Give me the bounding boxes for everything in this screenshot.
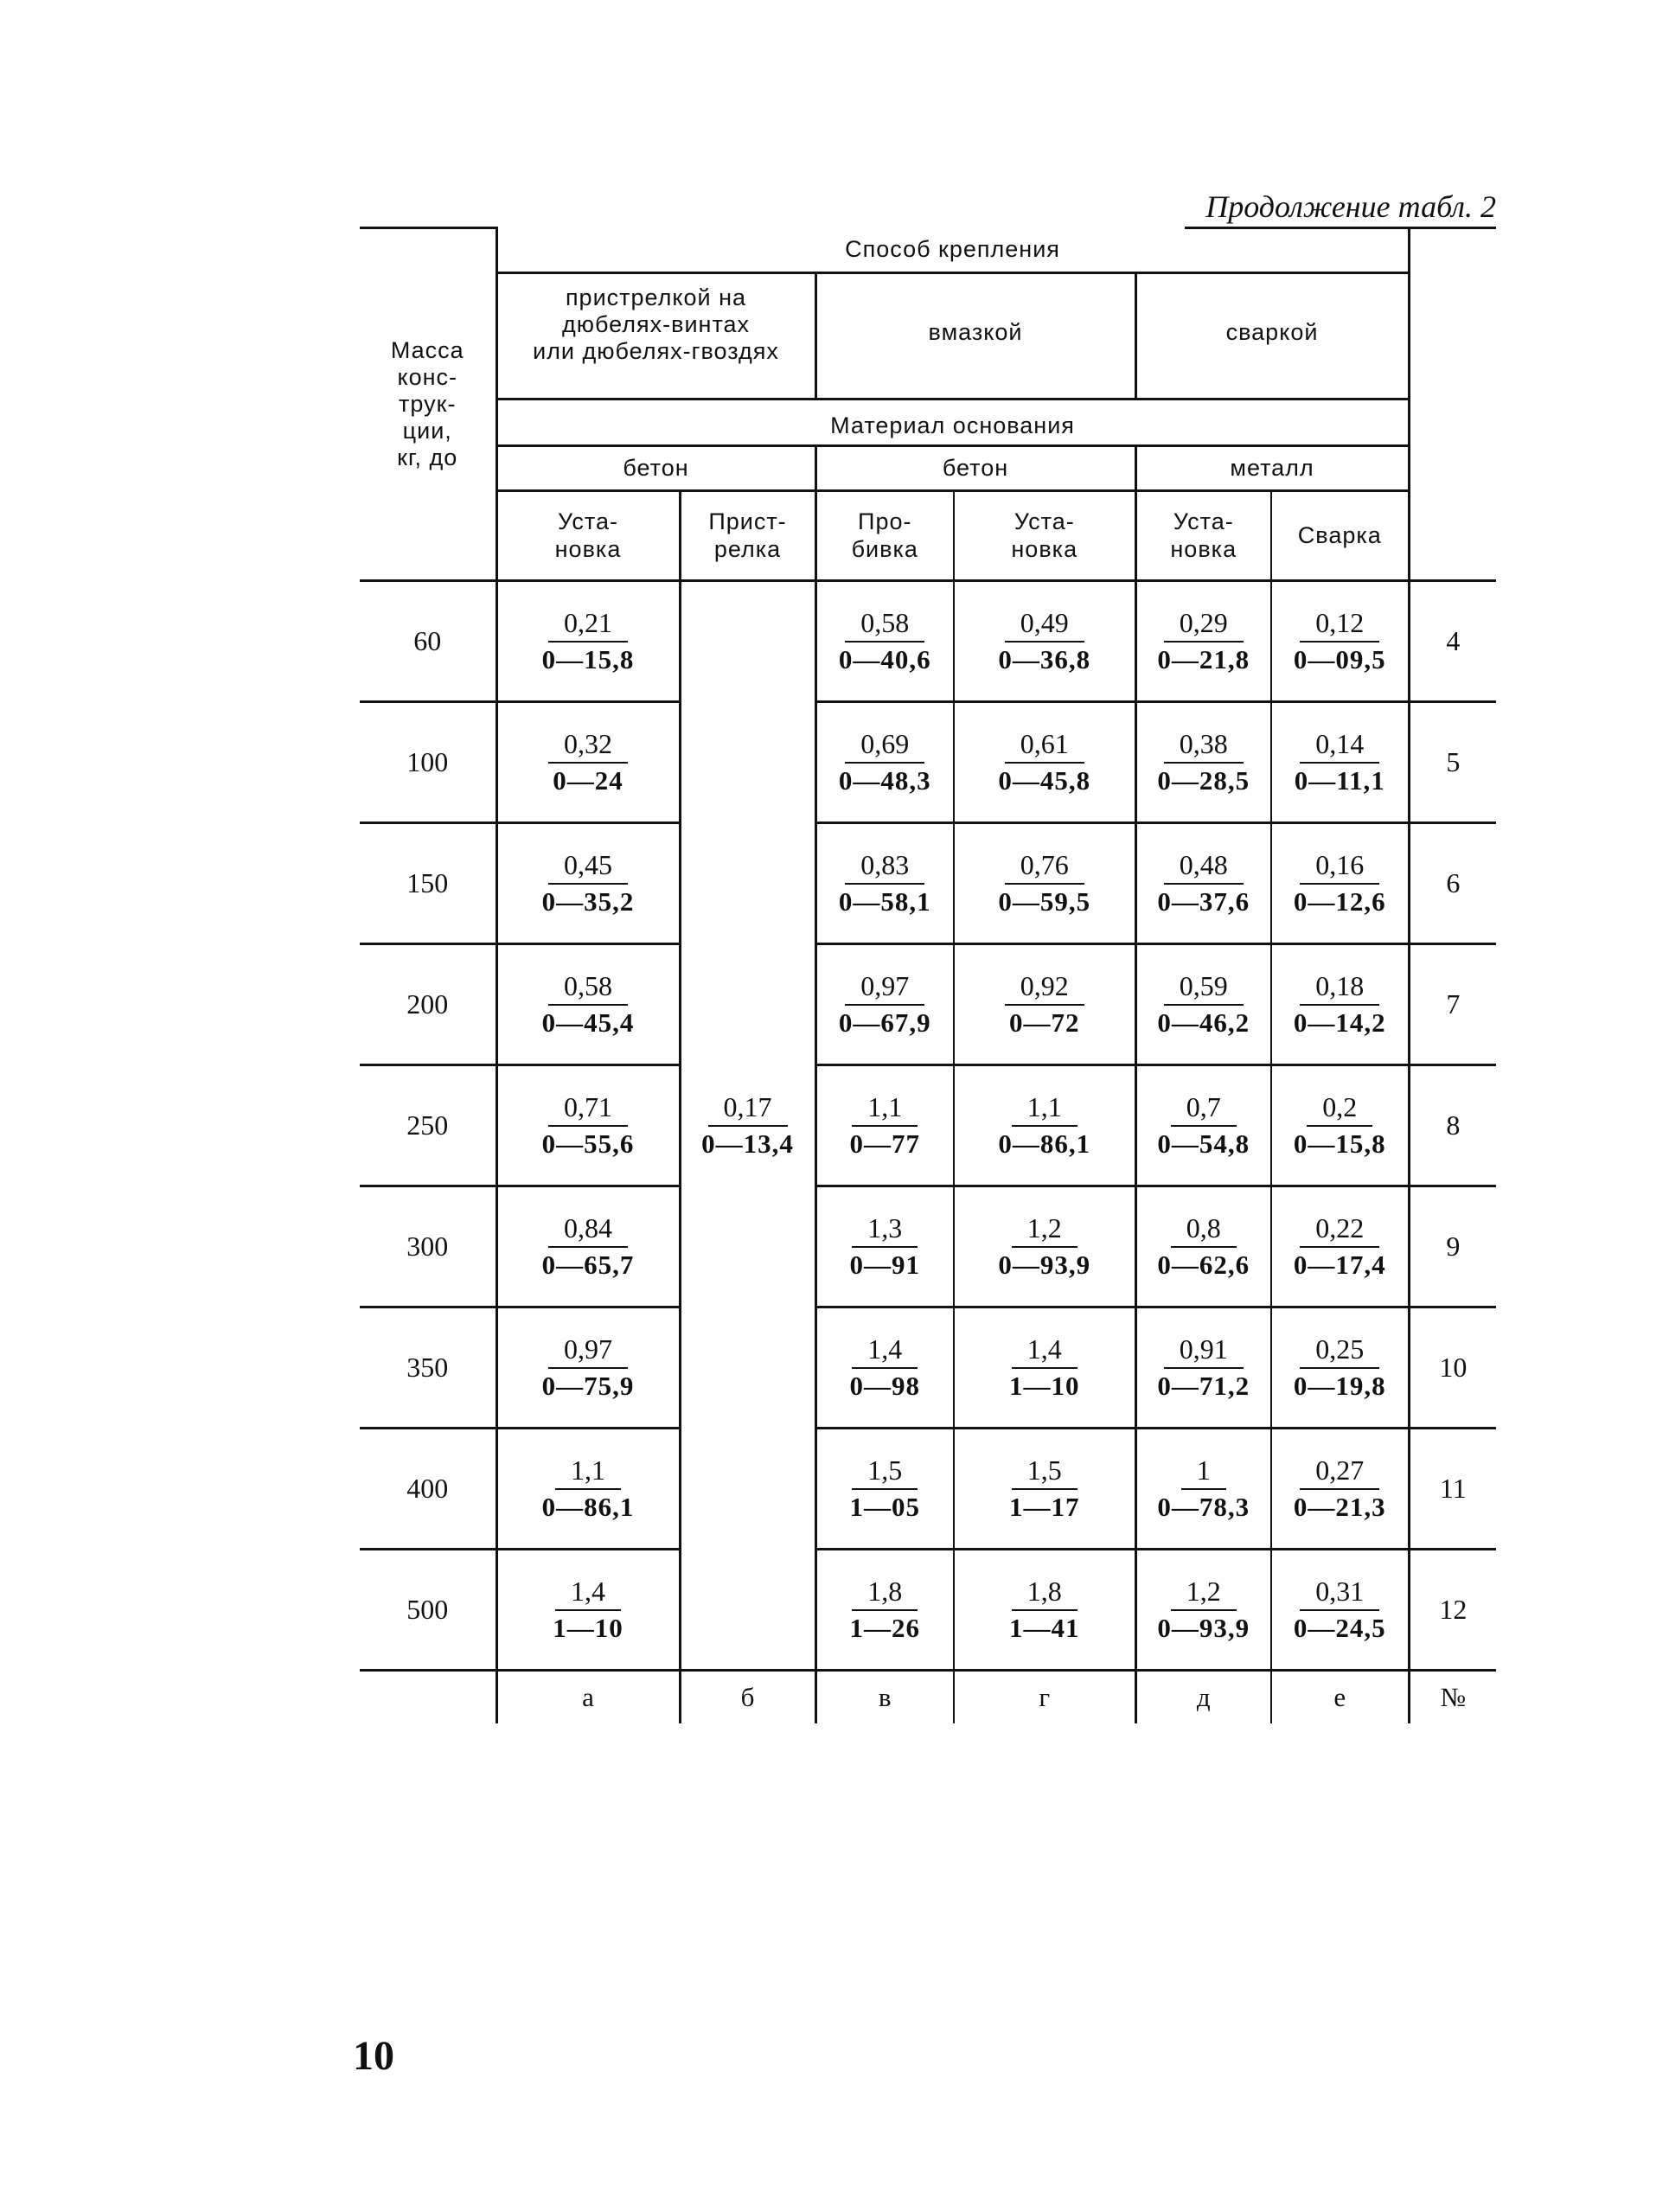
fraction-denominator: 1—17	[1009, 1491, 1080, 1522]
fraction	[1005, 969, 1084, 1040]
fraction	[1294, 1211, 1386, 1282]
row-number-cell: 6	[1409, 823, 1496, 944]
fraction-numerator: 1,4	[1012, 1333, 1077, 1369]
header-method-weld: сваркой	[1135, 273, 1409, 400]
fraction-denominator: 0—62,6	[1157, 1249, 1250, 1280]
fraction-denominator: 0—65,7	[541, 1249, 635, 1280]
value-cell	[496, 1307, 680, 1429]
table-row	[360, 823, 1496, 944]
fraction-numerator: 0,45	[548, 848, 628, 885]
table-row	[360, 1186, 1496, 1307]
fraction-denominator: 0—36,8	[998, 643, 1091, 674]
fraction	[1009, 1333, 1080, 1403]
fraction-numerator: 0,97	[845, 969, 924, 1006]
value-cell	[954, 702, 1135, 823]
fraction	[1157, 848, 1250, 919]
mass-cell: 60	[360, 581, 496, 702]
table-row	[360, 944, 1496, 1065]
table-row	[360, 1307, 1496, 1429]
header-material-title: Материал основания	[496, 400, 1409, 446]
fraction-denominator: 1—41	[1009, 1612, 1080, 1643]
fraction	[1295, 727, 1385, 798]
fraction-denominator: 0—71,2	[1157, 1370, 1250, 1401]
fraction-numerator: 1,1	[555, 1454, 621, 1490]
row-number-cell: 7	[1409, 944, 1496, 1065]
fraction	[850, 1090, 921, 1161]
value-cell	[815, 1550, 954, 1671]
mass-cell: 350	[360, 1307, 496, 1429]
fraction	[542, 606, 635, 677]
value-cell	[496, 823, 680, 944]
fraction-numerator: 0,14	[1300, 727, 1379, 764]
value-cell	[1271, 1429, 1409, 1550]
fraction-denominator: 0—37,6	[1157, 885, 1250, 917]
fraction-denominator: 0—24,5	[1293, 1612, 1386, 1643]
fraction	[1157, 1454, 1250, 1525]
fraction-denominator: 0—35,2	[541, 885, 635, 917]
value-cell	[496, 1550, 680, 1671]
fraction-denominator: 0—24	[553, 764, 623, 796]
row-number-cell: 11	[1409, 1429, 1496, 1550]
value-cell	[1271, 1307, 1409, 1429]
fraction-denominator: 0—86,1	[998, 1128, 1091, 1159]
header-mass	[360, 228, 496, 581]
mass-label-line: ции,	[402, 418, 452, 444]
fraction-denominator: 0—46,2	[1157, 1007, 1250, 1038]
value-cell	[496, 1429, 680, 1550]
fraction-denominator: 0—09,5	[1293, 643, 1386, 674]
fraction-numerator: 0,16	[1300, 848, 1379, 885]
mass-label-line: Масса	[390, 336, 464, 363]
table-row	[360, 581, 1496, 702]
fraction-denominator: 0—17,4	[1293, 1249, 1386, 1280]
fraction	[1157, 969, 1250, 1040]
fraction	[553, 1575, 623, 1646]
fraction-numerator: 1,8	[1012, 1575, 1077, 1611]
fraction	[1009, 1454, 1080, 1525]
header-material-concrete-1: бетон	[496, 446, 815, 491]
op-install: Уста- новка	[954, 491, 1135, 581]
value-cell	[815, 1429, 954, 1550]
fraction	[998, 1211, 1090, 1282]
fraction	[542, 848, 635, 919]
header-method-shot	[496, 273, 815, 400]
fraction	[542, 1333, 635, 1403]
value-cell	[815, 823, 954, 944]
footer-row	[360, 1671, 1496, 1724]
fraction	[542, 969, 635, 1040]
fraction	[1294, 1090, 1386, 1161]
fraction	[1294, 969, 1386, 1040]
column-letter: №	[1409, 1671, 1496, 1724]
value-cell	[815, 1307, 954, 1429]
header-method-title: Способ крепления	[496, 228, 1409, 273]
fraction-denominator: 0—40,6	[838, 643, 931, 674]
fraction-denominator: 0—45,4	[541, 1007, 635, 1038]
value-cell	[815, 581, 954, 702]
mass-cell: 250	[360, 1065, 496, 1186]
mass-cell: 400	[360, 1429, 496, 1550]
fraction-denominator: 0—78,3	[1157, 1491, 1250, 1522]
method-line: пристрелкой на	[565, 284, 747, 310]
fraction-numerator: 1	[1181, 1454, 1226, 1490]
table-row	[360, 702, 1496, 823]
value-cell	[1271, 944, 1409, 1065]
fraction	[850, 1211, 921, 1282]
fraction-denominator: 0—59,5	[998, 885, 1091, 917]
value-cell	[1271, 1550, 1409, 1671]
fraction-numerator: 0,58	[548, 969, 628, 1006]
fraction-numerator: 1,5	[852, 1454, 918, 1490]
fraction-numerator: 0,71	[548, 1090, 628, 1127]
fraction-denominator: 0—93,9	[1157, 1612, 1250, 1643]
fraction-denominator: 1—10	[1009, 1370, 1080, 1401]
fraction	[839, 969, 931, 1040]
fraction-denominator: 0—48,3	[838, 764, 931, 796]
header-material-concrete-2: бетон	[815, 446, 1135, 491]
fraction-numerator: 1,1	[852, 1090, 918, 1127]
mass-cell: 300	[360, 1186, 496, 1307]
fraction-denominator: 0—58,1	[838, 885, 931, 917]
fraction	[850, 1454, 921, 1525]
table-row	[360, 1429, 1496, 1550]
fraction	[1294, 848, 1386, 919]
header-material-metal: металл	[1135, 446, 1409, 491]
value-cell	[815, 1186, 954, 1307]
norms-table	[360, 227, 1496, 1723]
fraction-numerator: 0,25	[1300, 1333, 1379, 1369]
value-cell	[1271, 702, 1409, 823]
value-cell	[1135, 702, 1271, 823]
fraction-denominator: 0—98	[849, 1370, 920, 1401]
fraction	[998, 606, 1090, 677]
row-number-cell: 10	[1409, 1307, 1496, 1429]
fraction-numerator: 0,83	[845, 848, 924, 885]
fraction-denominator: 0—12,6	[1293, 885, 1386, 917]
fraction-numerator: 1,1	[1012, 1090, 1077, 1127]
value-cell	[954, 1186, 1135, 1307]
fraction	[998, 1090, 1090, 1161]
fraction	[548, 727, 628, 798]
fraction-denominator: 0—54,8	[1157, 1128, 1250, 1159]
column-letter: е	[1271, 1671, 1409, 1724]
fraction-denominator: 0—55,6	[541, 1128, 635, 1159]
value-cell	[1135, 1065, 1271, 1186]
fraction	[1157, 1090, 1250, 1161]
fraction-numerator: 0,76	[1005, 848, 1084, 885]
mass-cell: 500	[360, 1550, 496, 1671]
fraction-denominator: 0—21,8	[1157, 643, 1250, 674]
fraction-numerator: 0,84	[548, 1211, 628, 1248]
value-cell	[954, 1307, 1135, 1429]
value-cell	[815, 702, 954, 823]
fraction	[1009, 1575, 1080, 1646]
fraction	[1294, 1333, 1386, 1403]
fraction-numerator: 0,22	[1300, 1211, 1379, 1248]
fraction-denominator: 0—86,1	[541, 1491, 635, 1522]
fraction	[839, 606, 931, 677]
table-row	[360, 1065, 1496, 1186]
mass-cell: 150	[360, 823, 496, 944]
fraction	[1294, 1575, 1386, 1646]
mass-cell: 200	[360, 944, 496, 1065]
fraction-denominator: 0—72	[1009, 1007, 1080, 1038]
mass-label-line: конс-	[397, 363, 458, 390]
table-caption: Продолжение табл. 2	[1205, 189, 1496, 224]
fraction-numerator: 1,2	[1012, 1211, 1077, 1248]
mass-label-line: трук-	[399, 390, 457, 417]
op-install: Уста- новка	[1135, 491, 1271, 581]
header-num-blank	[1409, 228, 1496, 581]
fraction	[1157, 606, 1250, 677]
fraction	[998, 848, 1090, 919]
fraction-numerator: 1,3	[852, 1211, 918, 1248]
fraction-denominator: 0—28,5	[1157, 764, 1250, 796]
fraction-numerator: 0,18	[1300, 969, 1379, 1006]
fraction-denominator: 0—45,8	[998, 764, 1091, 796]
value-cell	[1135, 1186, 1271, 1307]
fraction-denominator: 1—10	[553, 1612, 623, 1643]
fraction-numerator: 0,2	[1307, 1090, 1372, 1127]
fraction	[1157, 1333, 1250, 1403]
value-cell	[815, 944, 954, 1065]
op-punch: Про- бивка	[815, 491, 954, 581]
fraction	[839, 848, 931, 919]
column-letter: г	[954, 1671, 1135, 1724]
value-cell	[1271, 581, 1409, 702]
fraction-denominator: 0—14,2	[1293, 1007, 1386, 1038]
fraction	[1157, 1575, 1250, 1646]
method-line: или дюбелях-гвоздях	[533, 338, 779, 365]
fraction-denominator: 0—77	[849, 1128, 920, 1159]
table-row	[360, 1550, 1496, 1671]
value-cell	[496, 581, 680, 702]
fraction-denominator: 1—05	[849, 1491, 920, 1522]
value-cell	[1271, 1186, 1409, 1307]
fraction-numerator: 0,69	[845, 727, 924, 764]
fraction-denominator: 0—93,9	[998, 1249, 1091, 1280]
value-cell	[1135, 944, 1271, 1065]
row-number-cell: 5	[1409, 702, 1496, 823]
value-cell	[954, 823, 1135, 944]
value-cell	[496, 1065, 680, 1186]
fraction-denominator: 0—15,8	[1293, 1128, 1386, 1159]
fraction-denominator: 0—15,8	[541, 643, 635, 674]
column-letter: д	[1135, 1671, 1271, 1724]
column-letter: в	[815, 1671, 954, 1724]
fraction-numerator: 0,97	[548, 1333, 628, 1369]
fraction-numerator: 0,29	[1164, 606, 1244, 643]
fraction	[542, 1454, 635, 1525]
value-cell	[954, 1065, 1135, 1186]
fraction-denominator: 0—21,3	[1293, 1491, 1386, 1522]
fraction-numerator: 0,92	[1005, 969, 1084, 1006]
value-cell	[1135, 1550, 1271, 1671]
fraction-numerator: 0,32	[548, 727, 628, 764]
value-cell	[954, 1550, 1135, 1671]
fraction-numerator: 0,38	[1164, 727, 1244, 764]
fraction-numerator: 1,2	[1171, 1575, 1237, 1611]
value-cell	[1135, 1429, 1271, 1550]
fraction-denominator: 1—26	[849, 1612, 920, 1643]
fraction-numerator: 0,58	[845, 606, 924, 643]
fraction	[839, 727, 931, 798]
page-number: 10	[353, 2033, 394, 2079]
fraction-numerator: 1,4	[852, 1333, 918, 1369]
fraction-numerator: 0,7	[1171, 1090, 1237, 1127]
fraction	[542, 1090, 635, 1161]
fraction-numerator: 1,4	[555, 1575, 621, 1611]
value-cell	[496, 702, 680, 823]
op-shoot: Прист- релка	[680, 491, 815, 581]
fraction-numerator: 0,61	[1005, 727, 1084, 764]
fraction	[850, 1333, 921, 1403]
fraction-denominator: 0—13,4	[701, 1128, 794, 1159]
value-cell	[680, 581, 815, 1671]
mass-cell: 100	[360, 702, 496, 823]
value-cell	[1271, 1065, 1409, 1186]
header-method-mortar: вмазкой	[815, 273, 1135, 400]
fraction-numerator: 1,8	[852, 1575, 918, 1611]
fraction	[850, 1575, 921, 1646]
op-install: Уста- новка	[496, 491, 680, 581]
mass-label-line: кг, до	[397, 444, 458, 471]
fraction-numerator: 0,27	[1300, 1454, 1379, 1490]
value-cell	[954, 581, 1135, 702]
row-number-cell: 12	[1409, 1550, 1496, 1671]
value-cell	[496, 944, 680, 1065]
fraction-denominator: 0—19,8	[1293, 1370, 1386, 1401]
value-cell	[815, 1065, 954, 1186]
row-number-cell: 9	[1409, 1186, 1496, 1307]
fraction-denominator: 0—11,1	[1294, 764, 1385, 796]
fraction	[1294, 606, 1386, 677]
method-line: дюбелях-винтах	[561, 311, 751, 338]
fraction-denominator: 0—91	[849, 1249, 920, 1280]
fraction-numerator: 0,31	[1300, 1575, 1379, 1611]
fraction-numerator: 0,17	[708, 1090, 788, 1127]
fraction-numerator: 1,5	[1012, 1454, 1077, 1490]
value-cell	[1135, 581, 1271, 702]
row-number-cell: 8	[1409, 1065, 1496, 1186]
row-number-cell: 4	[1409, 581, 1496, 702]
value-cell	[1135, 823, 1271, 944]
op-weld: Сварка	[1271, 491, 1409, 581]
fraction	[998, 727, 1090, 798]
fraction	[701, 1090, 794, 1161]
value-cell	[1135, 1307, 1271, 1429]
value-cell	[954, 944, 1135, 1065]
fraction-numerator: 0,12	[1300, 606, 1379, 643]
fraction	[1157, 1211, 1250, 1282]
fraction-denominator: 0—67,9	[838, 1007, 931, 1038]
column-letter: а	[496, 1671, 680, 1724]
column-letter: б	[680, 1671, 815, 1724]
fraction-denominator: 0—75,9	[541, 1370, 635, 1401]
fraction	[1157, 727, 1250, 798]
fraction-numerator: 0,21	[548, 606, 628, 643]
footer-blank	[360, 1671, 496, 1724]
fraction-numerator: 0,59	[1164, 969, 1244, 1006]
fraction-numerator: 0,91	[1164, 1333, 1244, 1369]
fraction	[542, 1211, 635, 1282]
fraction-numerator: 0,49	[1005, 606, 1084, 643]
value-cell	[1271, 823, 1409, 944]
fraction-numerator: 0,48	[1164, 848, 1244, 885]
fraction-numerator: 0,8	[1171, 1211, 1237, 1248]
value-cell	[954, 1429, 1135, 1550]
value-cell	[496, 1186, 680, 1307]
fraction	[1294, 1454, 1386, 1525]
